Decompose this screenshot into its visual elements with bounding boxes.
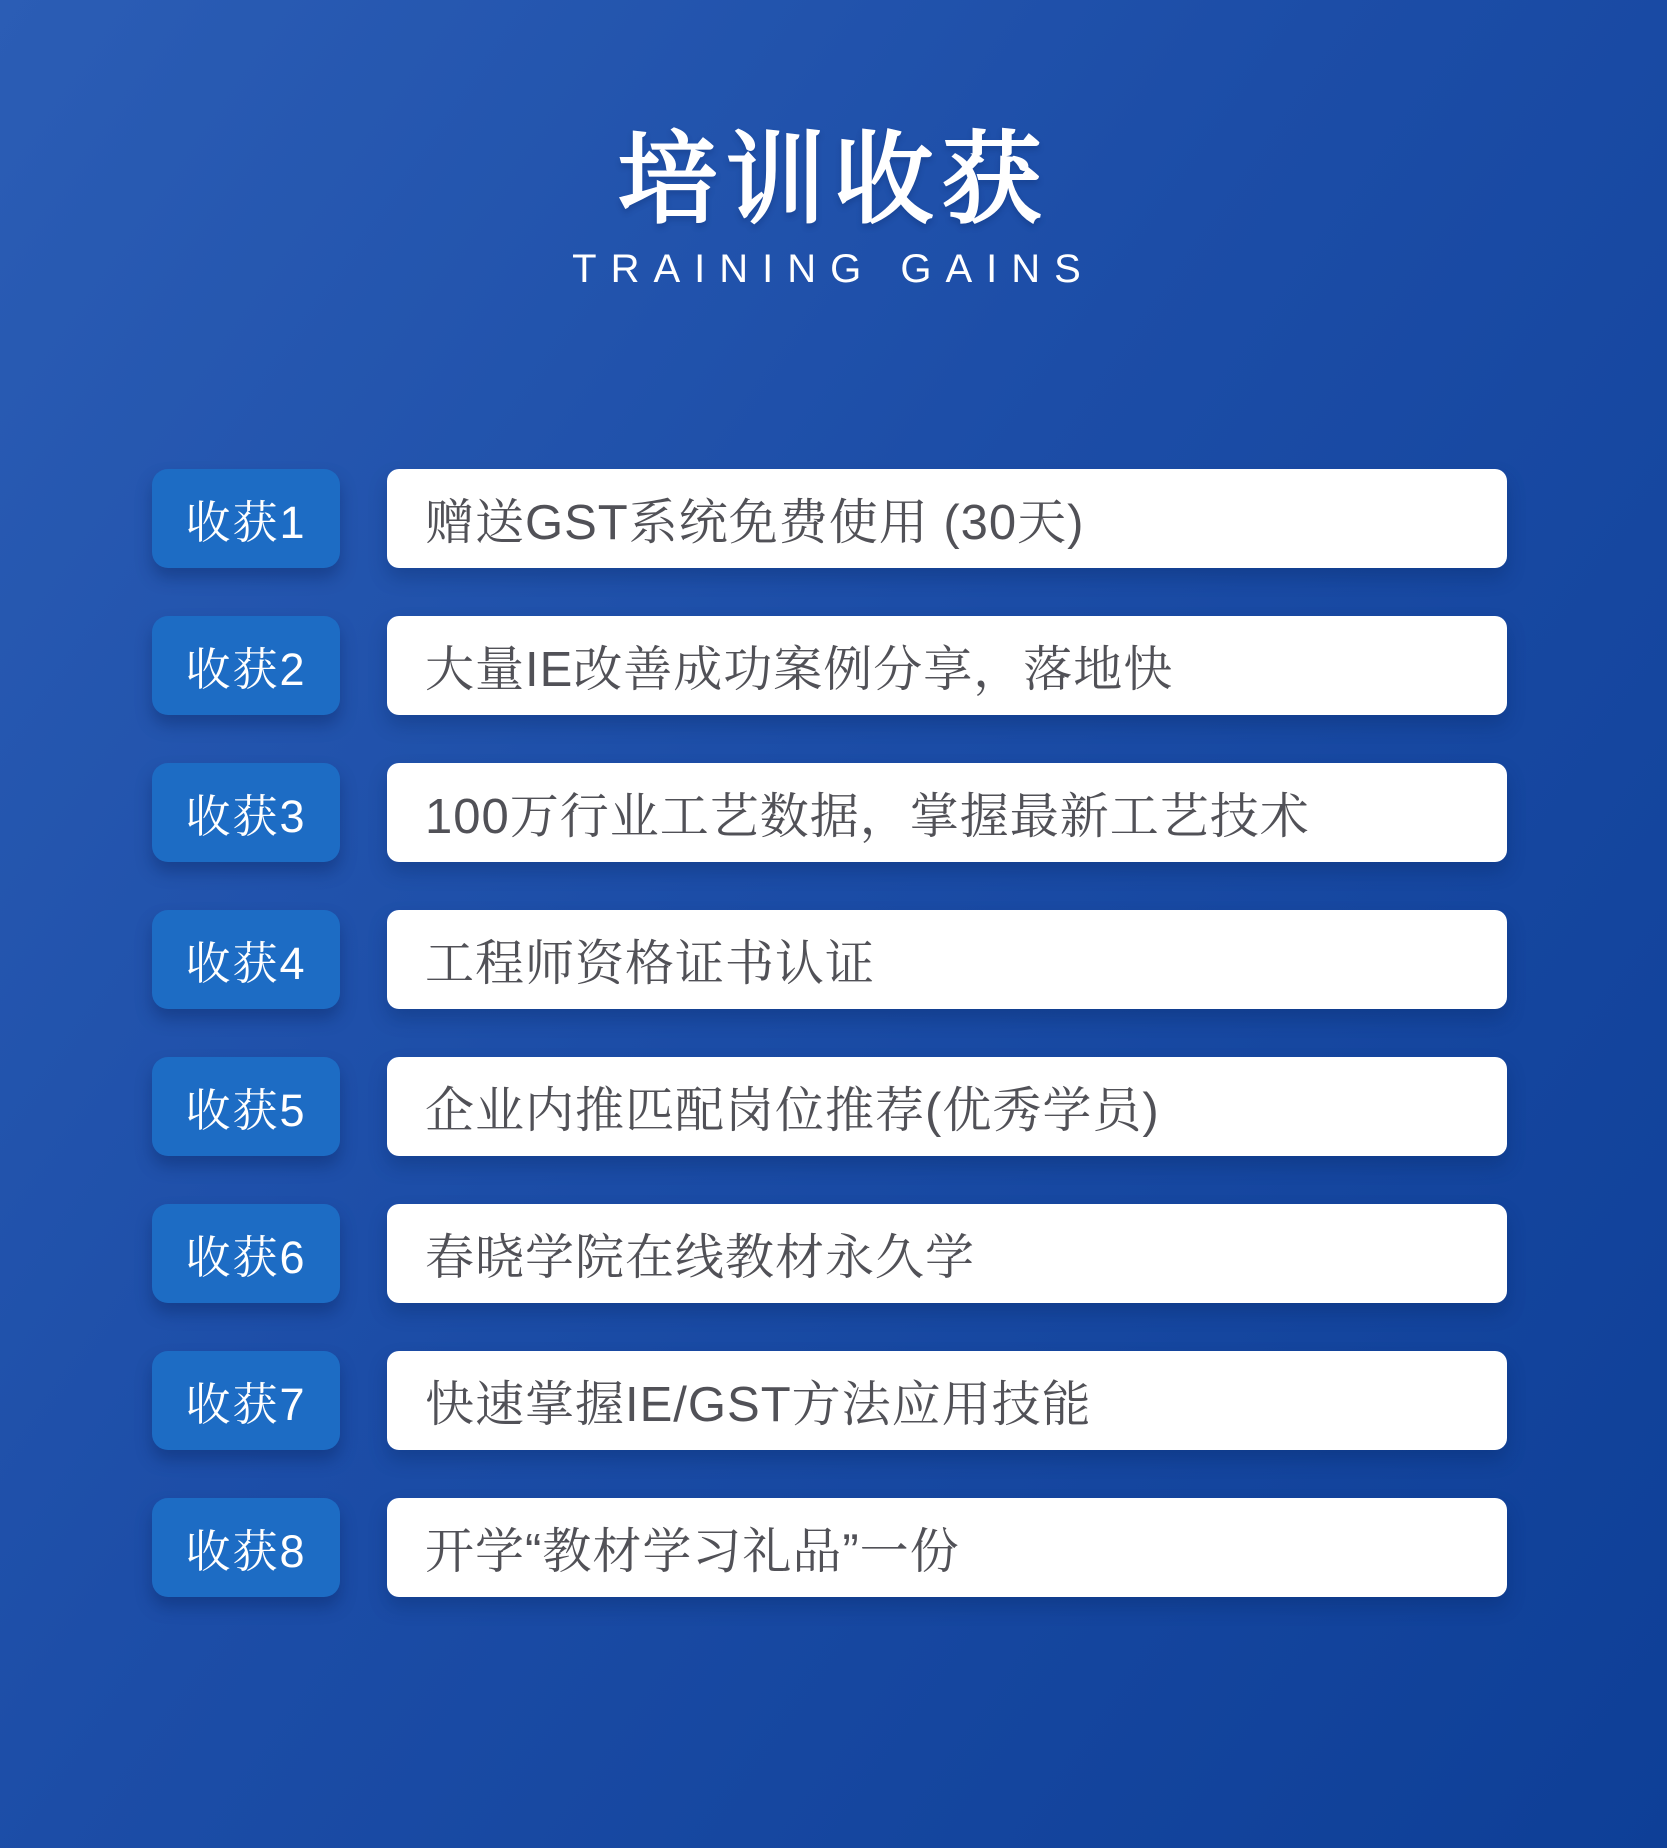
- gain-row-7: [152, 1351, 1507, 1450]
- gain-badge-5: [152, 1057, 340, 1156]
- gain-badge-8: [152, 1498, 340, 1597]
- gain-badge-2: [152, 616, 340, 715]
- page-header: [0, 124, 1667, 291]
- gain-badge-1: [152, 469, 340, 568]
- gain-card-3: [387, 763, 1507, 862]
- gain-card-4: [387, 910, 1507, 1009]
- gain-badge-label: 收获6: [185, 1232, 307, 1283]
- gain-row-3: [152, 763, 1507, 862]
- gain-badge-6: [152, 1204, 340, 1303]
- gain-card-text: 100万行业工艺数据，掌握最新工艺技术: [425, 789, 1310, 844]
- gain-row-6: [152, 1204, 1507, 1303]
- gain-badge-4: [152, 910, 340, 1009]
- gain-row-8: [152, 1498, 1507, 1597]
- gain-row-5: [152, 1057, 1507, 1156]
- gain-card-text: 春晓学院在线教材永久学: [425, 1230, 976, 1285]
- gain-card-text: 快速掌握IE/GST方法应用技能: [425, 1377, 1092, 1432]
- gain-card-text: 赠送GST系统免费使用 (30天): [425, 495, 1085, 550]
- gain-card-5: [387, 1057, 1507, 1156]
- gain-badge-7: [152, 1351, 340, 1450]
- gain-card-6: [387, 1204, 1507, 1303]
- gain-card-text: 开学“教材学习礼品”一份: [425, 1524, 960, 1579]
- gain-row-2: [152, 616, 1507, 715]
- gain-badge-label: 收获7: [185, 1379, 307, 1430]
- gain-badge-label: 收获8: [185, 1526, 307, 1577]
- gain-card-1: [387, 469, 1507, 568]
- gain-row-4: [152, 910, 1507, 1009]
- gain-badge-label: 收获1: [185, 497, 307, 548]
- gain-card-2: [387, 616, 1507, 715]
- gain-badge-label: 收获3: [185, 791, 307, 842]
- gain-badge-label: 收获4: [185, 938, 307, 989]
- gain-badge-label: 收获5: [185, 1085, 307, 1136]
- gain-badge-3: [152, 763, 340, 862]
- gain-card-text: 企业内推匹配岗位推荐(优秀学员): [425, 1083, 1160, 1138]
- gain-card-text: 大量IE改善成功案例分享，落地快: [425, 642, 1174, 697]
- gain-badge-label: 收获2: [185, 644, 307, 695]
- gain-card-8: [387, 1498, 1507, 1597]
- gain-card-text: 工程师资格证书认证: [425, 936, 876, 991]
- gain-row-1: [152, 469, 1507, 568]
- page-subtitle: TRAINING GAINS: [572, 247, 1095, 291]
- gains-list: [152, 469, 1507, 1597]
- page-title: 培训收获: [617, 124, 1050, 236]
- gain-card-7: [387, 1351, 1507, 1450]
